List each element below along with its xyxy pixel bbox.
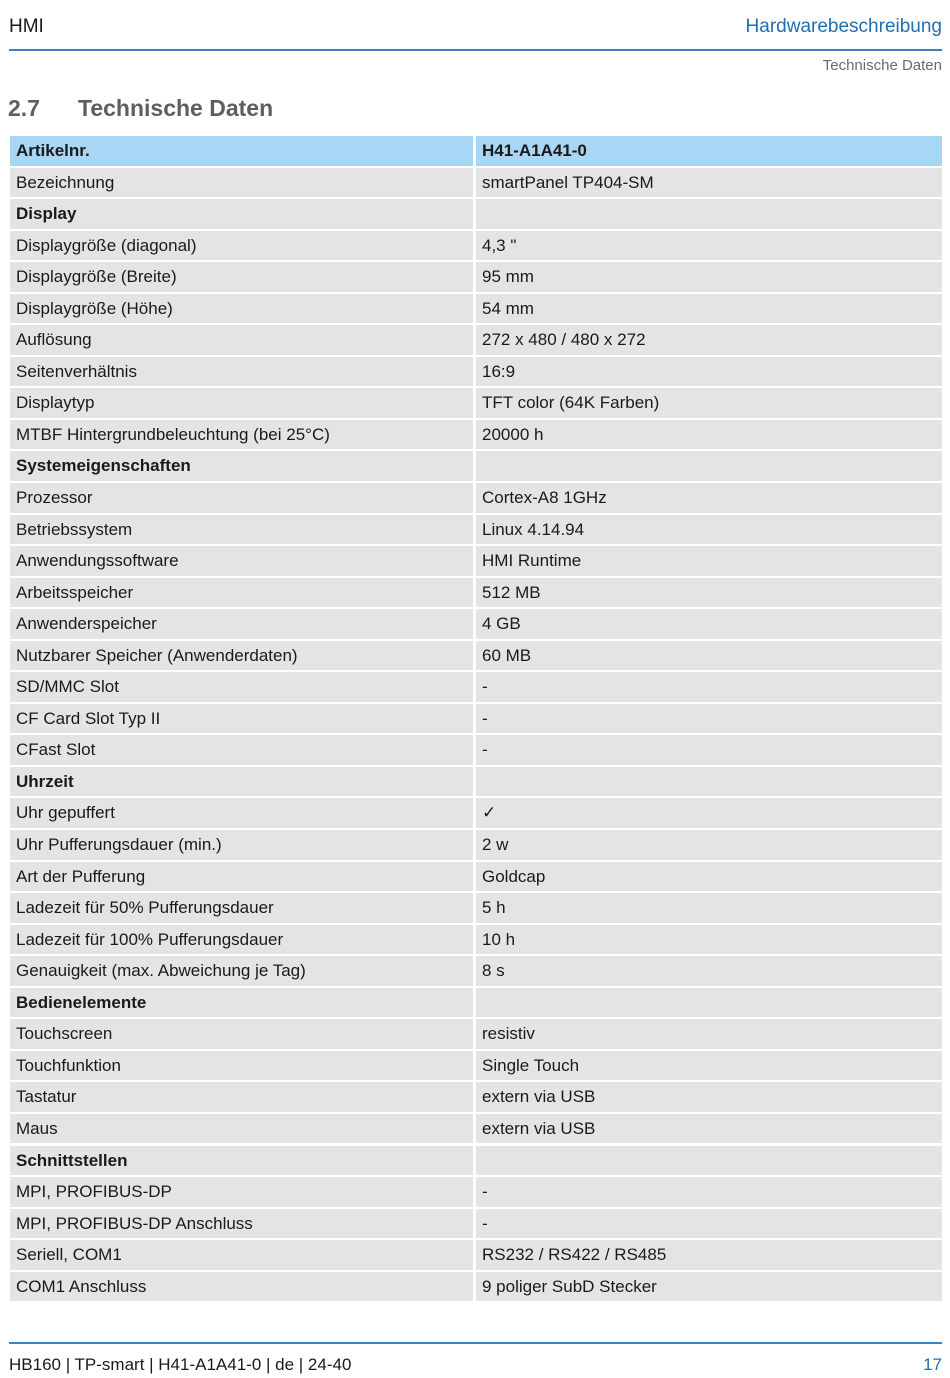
spec-label: Tastatur bbox=[10, 1082, 473, 1112]
spec-label: Art der Pufferung bbox=[10, 862, 473, 892]
table-row bbox=[10, 798, 942, 830]
footer-document-id: HB160 | TP-smart | H41-A1A41-0 | de | 24-40 bbox=[9, 1355, 352, 1374]
spec-label: Seriell, COM1 bbox=[10, 1240, 473, 1270]
spec-value bbox=[476, 988, 942, 1018]
table-row bbox=[10, 357, 942, 389]
spec-label: SD/MMC Slot bbox=[10, 672, 473, 702]
spec-value: 10 h bbox=[476, 925, 942, 955]
spec-label: Genauigkeit (max. Abweichung je Tag) bbox=[10, 956, 473, 986]
spec-label: Uhrzeit bbox=[10, 767, 473, 797]
table-row bbox=[10, 672, 942, 704]
table-row bbox=[10, 641, 942, 673]
table-row bbox=[10, 1177, 942, 1209]
spec-label: Bezeichnung bbox=[10, 168, 473, 198]
spec-label: Displaygröße (diagonal) bbox=[10, 231, 473, 261]
table-row bbox=[10, 830, 942, 862]
spec-label: Uhr gepuffert bbox=[10, 798, 473, 828]
spec-label: CFast Slot bbox=[10, 735, 473, 765]
spec-value: 9 poliger SubD Stecker bbox=[476, 1272, 942, 1302]
spec-label: Bedienelemente bbox=[10, 988, 473, 1018]
spec-label: MPI, PROFIBUS-DP Anschluss bbox=[10, 1209, 473, 1239]
spec-label: Auflösung bbox=[10, 325, 473, 355]
spec-value: HMI Runtime bbox=[476, 546, 942, 576]
table-header-row bbox=[10, 136, 942, 168]
table-row bbox=[10, 1209, 942, 1241]
spec-value: 20000 h bbox=[476, 420, 942, 450]
spec-value: - bbox=[476, 1209, 942, 1239]
spec-value: - bbox=[476, 1177, 942, 1207]
spec-value: 4 GB bbox=[476, 609, 942, 639]
table-row bbox=[10, 925, 942, 957]
spec-value: 60 MB bbox=[476, 641, 942, 671]
spec-value: 5 h bbox=[476, 893, 942, 923]
table-row bbox=[10, 168, 942, 200]
spec-value bbox=[476, 1146, 942, 1176]
spec-label: CF Card Slot Typ II bbox=[10, 704, 473, 734]
table-row bbox=[10, 578, 942, 610]
spec-label: Systemeigenschaften bbox=[10, 451, 473, 481]
spec-label: Anwenderspeicher bbox=[10, 609, 473, 639]
table-row bbox=[10, 546, 942, 578]
header-section-link[interactable]: Hardwarebeschreibung bbox=[745, 16, 942, 37]
spec-value: Cortex-A8 1GHz bbox=[476, 483, 942, 513]
spec-value: TFT color (64K Farben) bbox=[476, 388, 942, 418]
spec-label: Schnittstellen bbox=[10, 1146, 473, 1176]
section-number: 2.7 bbox=[8, 95, 40, 121]
spec-value: H41-A1A41-0 bbox=[476, 136, 942, 166]
spec-label: Nutzbarer Speicher (Anwenderdaten) bbox=[10, 641, 473, 671]
spec-label: Artikelnr. bbox=[10, 136, 473, 166]
table-row bbox=[10, 704, 942, 736]
table-row bbox=[10, 956, 942, 988]
page-number: 17 bbox=[923, 1355, 942, 1374]
table-row bbox=[10, 231, 942, 263]
table-row bbox=[10, 1114, 942, 1146]
table-group-row bbox=[10, 988, 942, 1020]
table-row bbox=[10, 515, 942, 547]
spec-value: RS232 / RS422 / RS485 bbox=[476, 1240, 942, 1270]
table-row bbox=[10, 735, 942, 767]
table-row bbox=[10, 1019, 942, 1051]
spec-value: 2 w bbox=[476, 830, 942, 860]
table-row bbox=[10, 420, 942, 452]
spec-label: Displaygröße (Höhe) bbox=[10, 294, 473, 324]
spec-value: resistiv bbox=[476, 1019, 942, 1049]
spec-label: Prozessor bbox=[10, 483, 473, 513]
table-row bbox=[10, 1272, 942, 1304]
table-row bbox=[10, 609, 942, 641]
spec-value: Goldcap bbox=[476, 862, 942, 892]
spec-value: 54 mm bbox=[476, 294, 942, 324]
spec-label: Seitenverhältnis bbox=[10, 357, 473, 387]
spec-label: Displaygröße (Breite) bbox=[10, 262, 473, 292]
spec-label: MPI, PROFIBUS-DP bbox=[10, 1177, 473, 1207]
table-row bbox=[10, 1082, 942, 1114]
table-group-row bbox=[10, 199, 942, 231]
spec-value: extern via USB bbox=[476, 1082, 942, 1112]
table-row bbox=[10, 388, 942, 420]
spec-label: Touchscreen bbox=[10, 1019, 473, 1049]
spec-value bbox=[476, 451, 942, 481]
section-heading bbox=[8, 95, 273, 122]
spec-value: extern via USB bbox=[476, 1114, 942, 1144]
table-row bbox=[10, 262, 942, 294]
spec-label: Displaytyp bbox=[10, 388, 473, 418]
spec-value bbox=[476, 199, 942, 229]
table-row bbox=[10, 483, 942, 515]
spec-label: MTBF Hintergrundbeleuchtung (bei 25°C) bbox=[10, 420, 473, 450]
spec-label: Maus bbox=[10, 1114, 473, 1144]
spec-value bbox=[476, 767, 942, 797]
spec-value: - bbox=[476, 704, 942, 734]
spec-label: Touchfunktion bbox=[10, 1051, 473, 1081]
table-group-row bbox=[10, 767, 942, 799]
spec-value: 4,3 " bbox=[476, 231, 942, 261]
spec-label: Anwendungssoftware bbox=[10, 546, 473, 576]
header-divider bbox=[9, 49, 942, 51]
table-row bbox=[10, 1051, 942, 1083]
spec-value: ✓ bbox=[476, 798, 942, 828]
header-chapter: HMI bbox=[9, 16, 44, 37]
spec-value: 8 s bbox=[476, 956, 942, 986]
spec-label: Uhr Pufferungsdauer (min.) bbox=[10, 830, 473, 860]
spec-table bbox=[10, 136, 942, 1303]
spec-value: 272 x 480 / 480 x 272 bbox=[476, 325, 942, 355]
header-subtitle: Technische Daten bbox=[822, 57, 942, 74]
spec-value: 512 MB bbox=[476, 578, 942, 608]
spec-label: Betriebssystem bbox=[10, 515, 473, 545]
table-row bbox=[10, 893, 942, 925]
table-row bbox=[10, 1240, 942, 1272]
table-row bbox=[10, 294, 942, 326]
section-title: Technische Daten bbox=[78, 95, 274, 121]
spec-value: - bbox=[476, 735, 942, 765]
footer-divider bbox=[9, 1342, 942, 1344]
spec-label: Ladezeit für 100% Pufferungsdauer bbox=[10, 925, 473, 955]
table-row bbox=[10, 862, 942, 894]
spec-value: 16:9 bbox=[476, 357, 942, 387]
spec-label: Ladezeit für 50% Pufferungsdauer bbox=[10, 893, 473, 923]
spec-label: COM1 Anschluss bbox=[10, 1272, 473, 1302]
spec-label: Arbeitsspeicher bbox=[10, 578, 473, 608]
spec-value: smartPanel TP404-SM bbox=[476, 168, 942, 198]
table-group-row bbox=[10, 1146, 942, 1178]
table-group-row bbox=[10, 451, 942, 483]
spec-value: 95 mm bbox=[476, 262, 942, 292]
spec-value: Single Touch bbox=[476, 1051, 942, 1081]
spec-value: - bbox=[476, 672, 942, 702]
spec-label: Display bbox=[10, 199, 473, 229]
spec-value: Linux 4.14.94 bbox=[476, 515, 942, 545]
table-row bbox=[10, 325, 942, 357]
